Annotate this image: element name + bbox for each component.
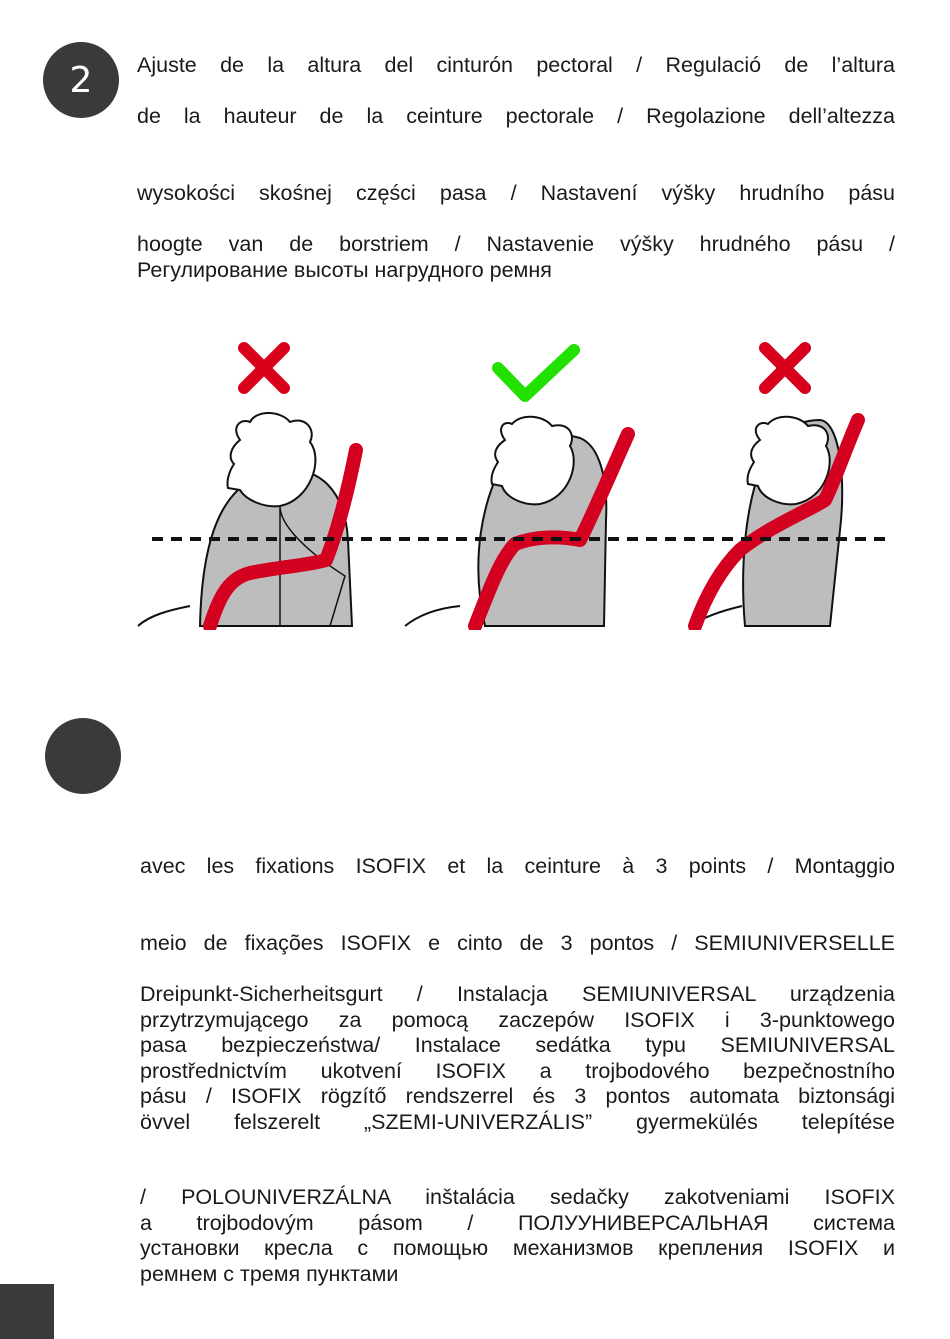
para2-line: установки кресла с помощью механизмов крепления ISOFIX и: [140, 1236, 895, 1260]
section2-line-3: wysokości skośnej części pasa / Nastavení výšky hrudního pásu: [137, 181, 895, 205]
step-number-badge: [43, 42, 119, 118]
para2-line: a trojbodovým pásom / ПОЛУУНИВЕРСАЛЬНАЯ система: [140, 1210, 895, 1235]
section2-line-2: de la hauteur de la ceinture pectorale / Regolazione dell’altezza: [137, 104, 895, 128]
check-icon: [498, 350, 574, 396]
child-seat-figure-correct: [405, 417, 628, 626]
para1-line: prostřednictvím ukotvení ISOFIX a trojbodového bezpečnostního: [140, 1058, 895, 1083]
section3-paragraph-2: [140, 1185, 895, 1287]
section2-line-1: Ajuste de la altura del cinturón pectoral / Regulació de l’altura: [137, 53, 895, 77]
page-corner-tab: [0, 1284, 54, 1339]
step-number-badge-2: [45, 718, 121, 794]
cross-icon: [244, 348, 284, 388]
section3-line-1: avec les fixations ISOFIX et la ceinture à 3 points / Montaggio: [140, 854, 895, 878]
para1-line: Dreipunkt-Sicherheitsgurt / Instalacja SEMIUNIVERSAL urządzenia: [140, 982, 895, 1006]
para2-line: ремнем с тремя пунктами: [140, 1261, 399, 1286]
para1-line: pásu / ISOFIX rögzítő rendszerrel és 3 pontos automata biztonsági: [140, 1084, 895, 1108]
para1-line: pasa bezpieczeństwa/ Instalace sedátka typu SEMIUNIVERSAL: [140, 1033, 895, 1057]
child-seat-figure-wrong-high: [690, 417, 858, 626]
section3-paragraph-1: [140, 982, 895, 1135]
para1-line: övvel felszerelt „SZEMI-UNIVERZÁLIS” gyermekülés telepítése: [140, 1109, 895, 1134]
step-number: 2: [69, 59, 93, 101]
child-seat-figure-wrong-low: [138, 413, 356, 626]
section3-line-2: meio de fixações ISOFIX e cinto de 3 pontos / SEMIUNIVERSELLE: [140, 931, 895, 955]
para1-line: przytrzymującego za pomocą zaczepów ISOFIX i 3-punktowego: [140, 1007, 895, 1032]
belt-height-illustration: [130, 330, 900, 630]
cross-icon: [765, 348, 805, 388]
para2-line: / POLOUNIVERZÁLNA inštalácia sedačky zakotveniami ISOFIX: [140, 1185, 895, 1209]
section2-line-5: Регулирование высоты нагрудного ремня: [137, 258, 552, 282]
section2-line-4: hoogte van de borstriem / Nastavenie výšky hrudného pásu /: [137, 232, 895, 256]
